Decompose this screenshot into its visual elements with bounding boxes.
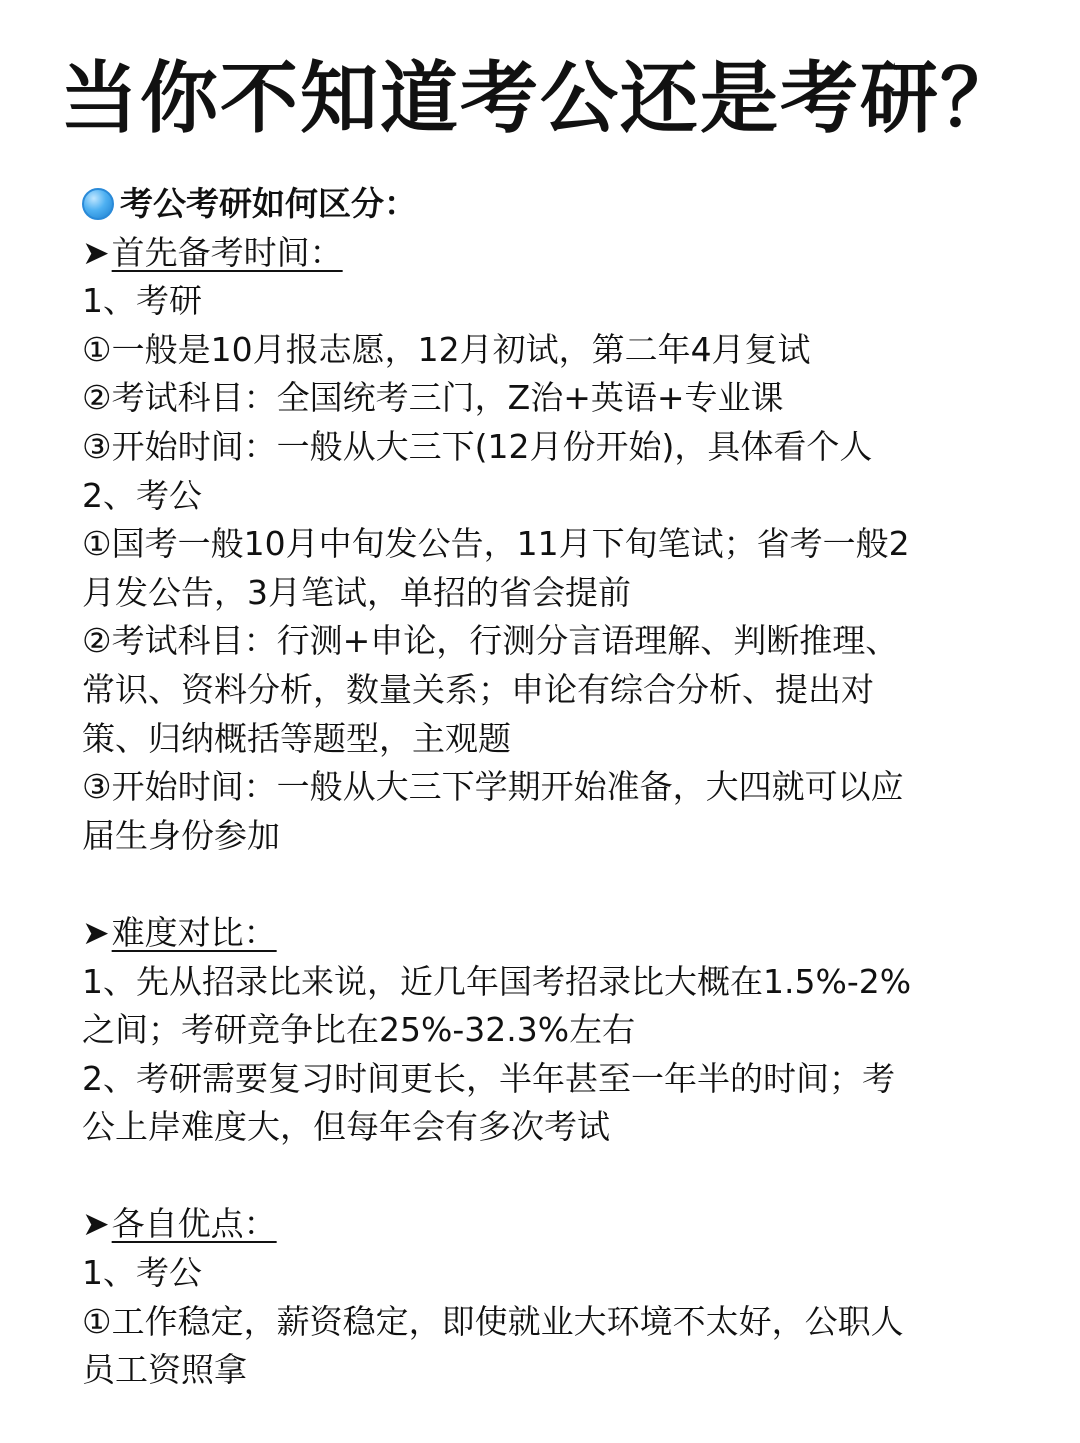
paragraph-line: 常识、资料分析，数量关系；申论有综合分析、提出对 <box>82 669 874 709</box>
paragraph-line: 员工资照拿 <box>82 1350 247 1390</box>
paragraph-line: ②考试科目：行测+申论，行测分言语理解、判断推理、 <box>82 621 899 661</box>
blue-circle-icon <box>82 188 114 220</box>
intro-text: 考公考研如何区分： <box>120 184 417 223</box>
paragraph-line: 公上岸难度大，但每年会有多次考试 <box>82 1107 610 1147</box>
paragraph-line: ①国考一般10月中旬发公告，11月下旬笔试；省考一般2 <box>82 524 910 564</box>
arrow-icon: ➤ <box>82 912 110 952</box>
intro-heading <box>82 180 982 229</box>
paragraph-line: ③开始时间：一般从大三下学期开始准备，大四就可以应 <box>82 767 904 807</box>
arrow-icon: ➤ <box>82 1204 110 1244</box>
page-title: 当你不知道考公还是考研？ <box>59 54 1020 144</box>
paragraph-line: 2、考公 <box>82 475 202 515</box>
paragraph-line: ③开始时间：一般从大三下(12月份开始)，具体看个人 <box>82 426 873 466</box>
section-title-time: 首先备考时间： <box>111 232 343 272</box>
paragraph-line: 1、先从招录比来说，近几年国考招录比大概在1.5%-2% <box>82 961 912 1001</box>
paragraph-line: 之间；考研竞争比在25%-32.3%左右 <box>82 1010 636 1050</box>
paragraph-line: ①一般是10月报志愿，12月初试，第二年4月复试 <box>82 329 811 369</box>
spacer <box>82 1152 982 1201</box>
paragraph-line: 月发公告，3月笔试，单招的省会提前 <box>82 572 631 612</box>
section-heading-time <box>82 229 982 278</box>
section-heading-advantages <box>82 1200 982 1249</box>
article-body <box>82 180 982 1395</box>
paragraph-line: 届生身份参加 <box>82 815 280 855</box>
arrow-icon: ➤ <box>82 232 110 272</box>
paragraph-line: 1、考研 <box>82 281 202 321</box>
spacer <box>82 860 982 909</box>
section-heading-difficulty <box>82 909 982 958</box>
section-title-difficulty: 难度对比： <box>111 912 277 952</box>
paragraph-line: ①工作稳定，薪资稳定，即使就业大环境不太好，公职人 <box>82 1301 904 1341</box>
paragraph-line: 1、考公 <box>82 1253 202 1293</box>
paragraph-line: 策、归纳概括等题型，主观题 <box>82 718 511 758</box>
paragraph-line: 2、考研需要复习时间更长，半年甚至一年半的时间；考 <box>82 1058 895 1098</box>
paragraph-line: ②考试科目：全国统考三门，Z治+英语+专业课 <box>82 378 784 418</box>
section-title-advantages: 各自优点： <box>111 1204 277 1244</box>
